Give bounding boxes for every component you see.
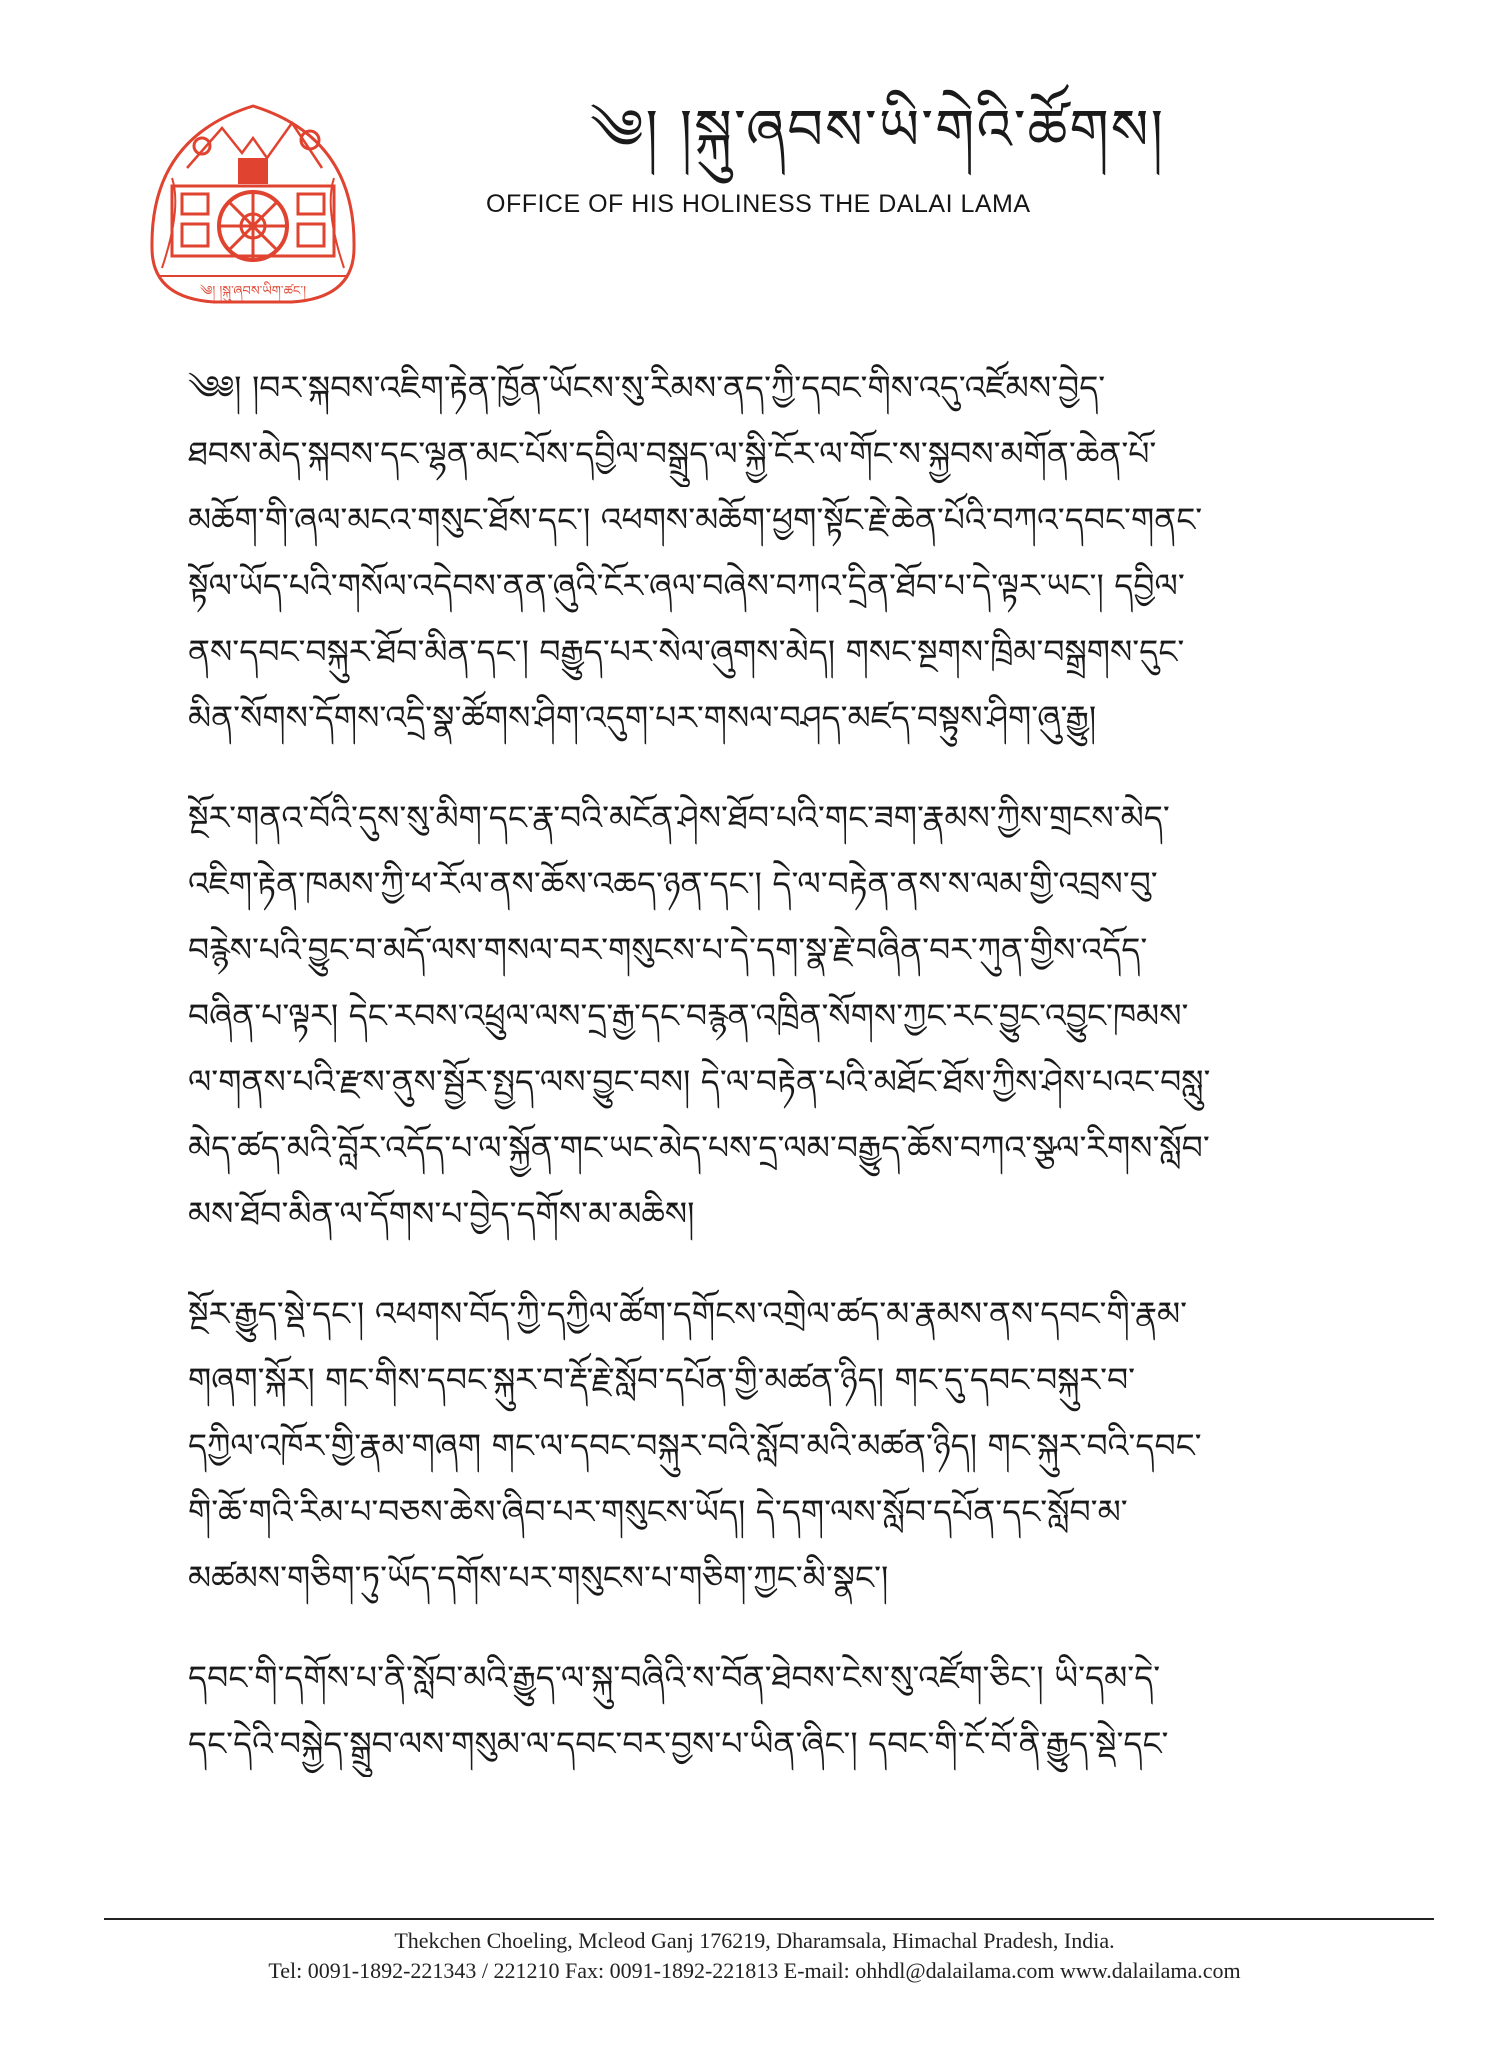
text-line: གཞག་སྐོར། གང་གིས་དབང་སྐུར་བ་རྡོ་རྗེ་སློབ་དཔོན་གྱི་མཚན་ཉིད། གང་དུ་དབང་བསྐུར་བ་ [188, 1360, 1136, 1399]
text-line: ༄༅། །བར་སྐབས་འཇིག་རྟེན་ཁྱོན་ཡོངས་སུ་རིམས་ནད་ཀྱི་དབང་གིས་འདུ་འཛོམས་བྱེད་ [188, 368, 1106, 407]
paragraph-1 [188, 355, 1348, 751]
paragraph-2 [188, 785, 1348, 1247]
text-line: མཆོག་གི་ཞལ་མངའ་གསུང་ཐོས་དང་། འཕགས་མཆོག་ཕྱག་སྟོང་རྗེ་ཆེན་པོའི་བཀའ་དབང་གནང་ [188, 500, 1203, 539]
text-line: མེད་ཚད་མའི་བློར་འདོད་པ་ལ་སྐྱོན་གང་ཡང་མེད་པས་དྲ་ལམ་བརྒྱུད་ཆོས་བཀའ་སྩལ་རིགས་སློབ་ [188, 1128, 1210, 1167]
header-title-english: OFFICE OF HIS HOLINESS THE DALAI LAMA [486, 190, 1031, 218]
footer-divider [104, 1918, 1434, 1920]
text-line: མིན་སོགས་དོགས་འདྲི་སྣ་ཚོགས་ཤིག་འདུག་པར་གསལ་བཤད་མཛད་བསྟུས་ཤིག་ཞུ་རྒྱུ། [188, 698, 1097, 737]
footer [0, 1926, 1509, 1986]
text-line: དཀྱིལ་འཁོར་གྱི་རྣམ་གཞག གང་ལ་དབང་བསྐུར་བའི་སློབ་མའི་མཚན་ཉིད། གང་སྐུར་བའི་དབང་ [188, 1426, 1202, 1465]
dharma-wheel-icon [219, 192, 287, 260]
text-line: སྔོར་རྒྱུད་སྡེ་དང་། འཕགས་བོད་ཀྱི་དཀྱིལ་ཚོག་དགོངས་འགྲེལ་ཚད་མ་རྣམས་ནས་དབང་གི་རྣམ་ [188, 1294, 1188, 1333]
text-line: ནས་དབང་བསྐུར་ཐོབ་མིན་དང་། བརྒྱུད་པར་སེལ་ཞུགས་མེད། གསང་སྔགས་ཁྲིམ་བསྒྲགས་དུང་ [188, 632, 1185, 671]
text-line: གི་ཆོ་གའི་རིམ་པ་བཅས་ཆེས་ཞིབ་པར་གསུངས་ཡོད། དེ་དག་ལས་སློབ་དཔོན་དང་སློབ་མ་ [188, 1492, 1128, 1531]
footer-contact: Tel: 0091-1892-221343 / 221210 Fax: 0091-1892-221813 E-mail: ohhdl@dalailama.com www.dalailama.com [268, 1958, 1241, 1983]
text-line: བརྙེས་པའི་བྱུང་བ་མདོ་ལས་གསལ་བར་གསུངས་པ་དེ་དག་སྣ་རྗེ་བཞིན་བར་ཀུན་གྱིས་འདོད་ [188, 930, 1148, 969]
text-line: ཐབས་མེད་སྐབས་དང་ལྷན་མང་པོས་དབྱིལ་བསྒྲུད་ལ་སྐྱི་ངོར་ལ་གོང་ས་སྐྱབས་མགོན་ཆེན་པོ་ [188, 434, 1157, 473]
text-line: འཇིག་རྟེན་ཁམས་ཀྱི་ཕ་རོལ་ནས་ཆོས་འཆད་ཉན་དང་། དེ་ལ་བརྟེན་ནས་ས་ལམ་གྱི་འབྲས་བུ་ [188, 864, 1158, 903]
text-line: མས་ཐོབ་མིན་ལ་དོགས་པ་བྱེད་དགོས་མ་མཆིས། [188, 1194, 695, 1233]
paragraph-4 [188, 1645, 1348, 1777]
text-line: དང་དེའི་བསྐྱེད་སྒྲུབ་ལས་གསུམ་ལ་དབང་བར་བྱས་པ་ཡིན་ཞིང་། དབང་གི་ངོ་བོ་ནི་རྒྱུད་སྡེ་དང་ [188, 1724, 1169, 1763]
text-line: ལ་གནས་པའི་རྫས་ནུས་སྦྱོར་སྤྱད་ལས་བྱུང་བས། དེ་ལ་བརྟེན་པའི་མཐོང་ཐོས་ཀྱིས་ཤེས་པའང་བསླུ་ [188, 1062, 1211, 1101]
text-line: དབང་གི་དགོས་པ་ནི་སློབ་མའི་རྒྱུད་ལ་སྐུ་བཞིའི་ས་བོན་ཐེབས་ངེས་སུ་འཛོག་ཅིང་། ཡི་དམ་དེ་ [188, 1658, 1161, 1697]
text-line: སྟོལ་ཡོད་པའི་གསོལ་འདེབས་ནན་ཞུའི་ངོར་ཞལ་བཞེས་བཀའ་དྲིན་ཐོབ་པ་དེ་ལྟར་ཡང་། དབྱིལ་ [188, 566, 1185, 605]
paragraph-3 [188, 1281, 1348, 1611]
text-line: སྔོར་གནའ་བོའི་དུས་སུ་མིག་དང་རྣ་བའི་མངོན་ཤེས་ཐོབ་པའི་གང་ཟག་རྣམས་ཀྱིས་གྲངས་མེད་ [188, 798, 1170, 837]
seal-caption: ༄། །སྐུ་ཞབས་ཡིག་ཚང་། [199, 284, 307, 299]
text-line: བཞིན་པ་ལྟར། དེང་རབས་འཕྲུལ་ལས་དྲ་རྒྱ་དང་བརྙན་འཁྲིན་སོགས་ཀྱང་རང་བྱུང་འབྱུང་ཁམས་ [188, 996, 1189, 1035]
letter-body [188, 355, 1348, 1811]
text-line: མཚམས་གཅིག་ཏུ་ཡོད་དགོས་པར་གསུངས་པ་གཅིག་ཀྱང་མི་སྣང་། [188, 1558, 889, 1597]
footer-address: Thekchen Choeling, Mcleod Ganj 176219, Dharamsala, Himachal Pradesh, India. [394, 1928, 1115, 1953]
office-seal-emblem [142, 98, 364, 308]
header-title-tibetan: ༄། །སྐུ་ཞབས་ཡི་གེའི་ཚོགས། [590, 98, 1166, 163]
